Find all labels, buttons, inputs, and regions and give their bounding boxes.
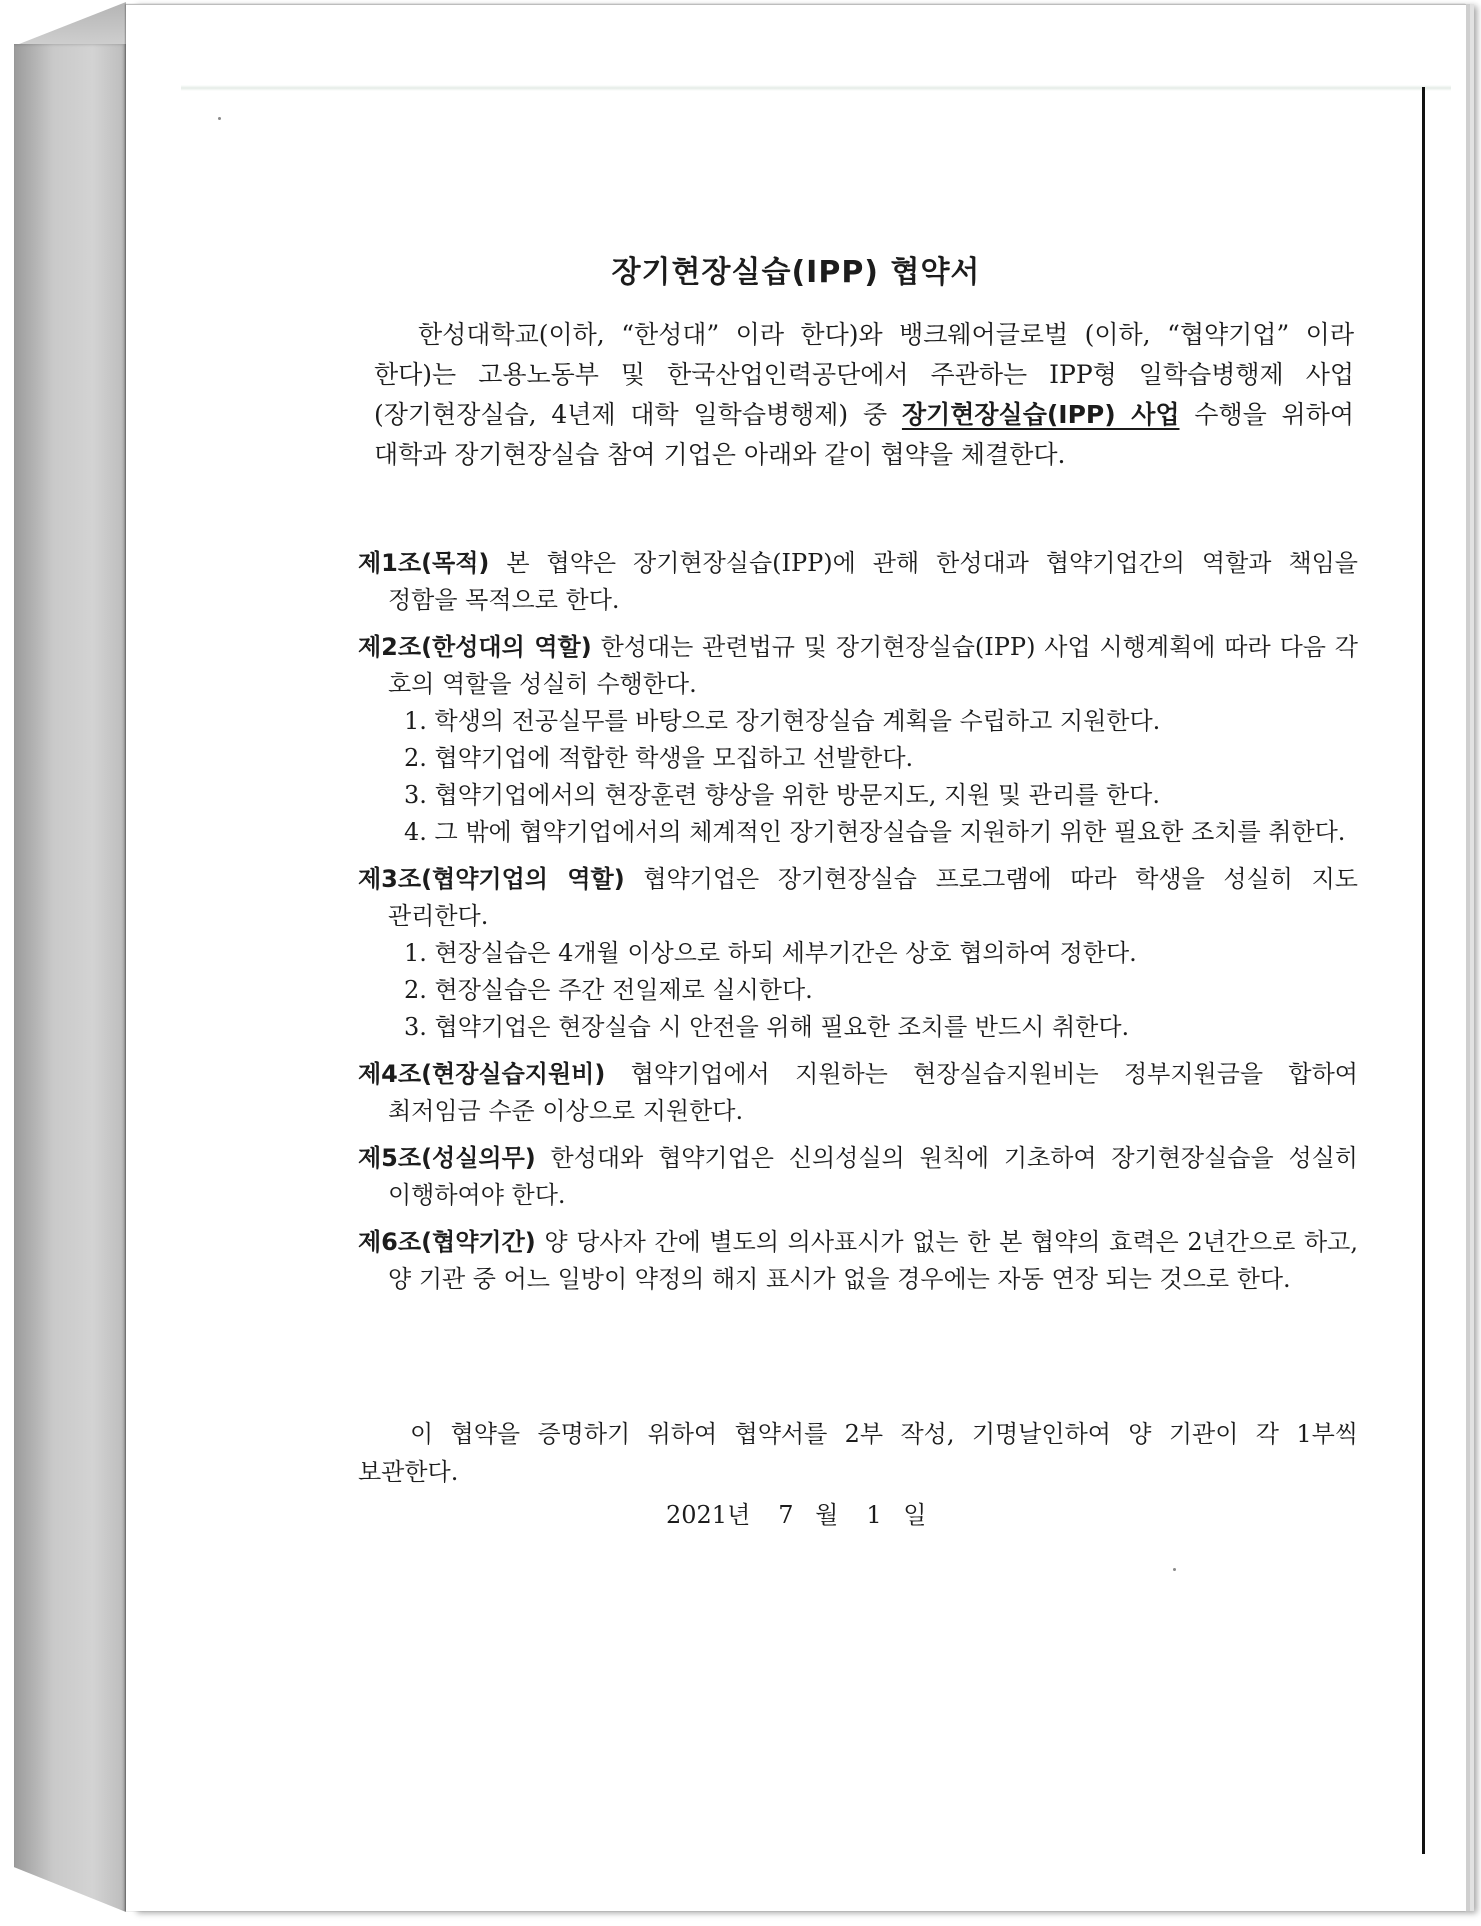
article-text: 협약기업은 장기현장실습 프로그램에 따라 학생을 성실히 지도 관리한다. xyxy=(388,865,1358,930)
articles-list xyxy=(358,545,1358,1308)
intro-emphasis: 장기현장실습(IPP) 사업 xyxy=(901,400,1180,429)
article-item: 3. 협약기업은 현장실습 시 안전을 위해 필요한 조치를 반드시 취한다. xyxy=(404,1013,1130,1041)
article-item: 2. 현장실습은 주간 전일제로 실시한다. xyxy=(404,976,813,1004)
document-page xyxy=(126,4,1466,1911)
document-title: 장기현장실습(IPP) 협약서 xyxy=(611,255,981,290)
article-label: 제6조(협약기간) xyxy=(358,1228,536,1256)
date-day: 1 일 xyxy=(866,1501,927,1529)
article-text: 협약기업에서 지원하는 현장실습지원비는 정부지원금을 합하여 최저임금 수준 이상으로 지원한다. xyxy=(388,1060,1358,1125)
book-spine xyxy=(14,44,126,1912)
closing-paragraph: 이 협약을 증명하기 위하여 협약서를 2부 작성, 기명날인하여 양 기관이 각 1부씩 보관한다. xyxy=(358,1420,1358,1486)
agreement-date xyxy=(666,1495,954,1530)
article-text: 양 당사자 간에 별도의 의사표시가 없는 한 본 협약의 효력은 2년간으로 하고, 양 기관 중 어느 일방이 약정의 해지 표시가 없을 경우에는 자동 연장 되는 것으로 한다. xyxy=(388,1228,1358,1293)
article-text: 본 협약은 장기현장실습(IPP)에 관해 한성대과 협약기업간의 역할과 책임을 정함을 목적으로 한다. xyxy=(388,549,1358,614)
article-label: 제5조(성실의무) xyxy=(358,1144,536,1172)
article-head xyxy=(358,861,1358,935)
article-head xyxy=(358,1224,1358,1298)
article-3 xyxy=(358,861,1358,1046)
article-text: 한성대와 협약기업은 신의성실의 원칙에 기초하여 장기현장실습을 성실히 이행하여야 한다. xyxy=(388,1144,1358,1209)
date-year: 2021년 xyxy=(666,1501,751,1529)
intro-text-1: 한성대학교(이하, “한성대” 이라 한다)와 뱅크웨어글로벌 (이하, “협약기업” 이라 한다)는 고용노동부 및 한국산업인력공단에서 주관하는 IPP형 일학습병행제 사업(장기현장실습, 4년제 대학 일학습병행제) 중 xyxy=(374,320,1354,429)
intro-paragraph xyxy=(374,315,1354,475)
document-content xyxy=(126,5,1466,1911)
book-top-edge xyxy=(14,2,126,46)
article-5 xyxy=(358,1140,1358,1214)
article-head xyxy=(358,1140,1358,1214)
article-head xyxy=(358,629,1358,703)
article-label: 제2조(한성대의 역할) xyxy=(358,633,592,661)
article-item: 1. 학생의 전공실무를 바탕으로 장기현장실습 계획을 수립하고 지원한다. xyxy=(404,707,1161,735)
article-6 xyxy=(358,1224,1358,1298)
article-item: 3. 협약기업에서의 현장훈련 향상을 위한 방문지도, 지원 및 관리를 한다. xyxy=(404,781,1160,809)
article-item: 1. 현장실습은 4개월 이상으로 하되 세부기간은 상호 협의하여 정한다. xyxy=(404,939,1137,967)
article-2 xyxy=(358,629,1358,851)
article-label: 제1조(목적) xyxy=(358,549,490,577)
date-month: 7 월 xyxy=(778,1501,839,1529)
article-label: 제4조(현장실습지원비) xyxy=(358,1060,606,1088)
article-head xyxy=(358,545,1358,619)
article-1 xyxy=(358,545,1358,619)
article-label: 제3조(협약기업의 역할) xyxy=(358,865,625,893)
intro-text-2: 수행을 위하여 대학과 장기현장실습 참여 기업은 아래와 같이 협약을 체결한다. xyxy=(374,400,1355,469)
article-head xyxy=(358,1056,1358,1130)
article-4 xyxy=(358,1056,1358,1130)
article-item: 4. 그 밖에 협약기업에서의 체계적인 장기현장실습을 지원하기 위한 필요한 조치를 취한다. xyxy=(404,818,1346,846)
article-item: 2. 협약기업에 적합한 학생을 모집하고 선발한다. xyxy=(404,744,914,772)
article-text: 한성대는 관련법규 및 장기현장실습(IPP) 사업 시행계획에 따라 다음 각 호의 역할을 성실히 수행한다. xyxy=(388,633,1358,698)
